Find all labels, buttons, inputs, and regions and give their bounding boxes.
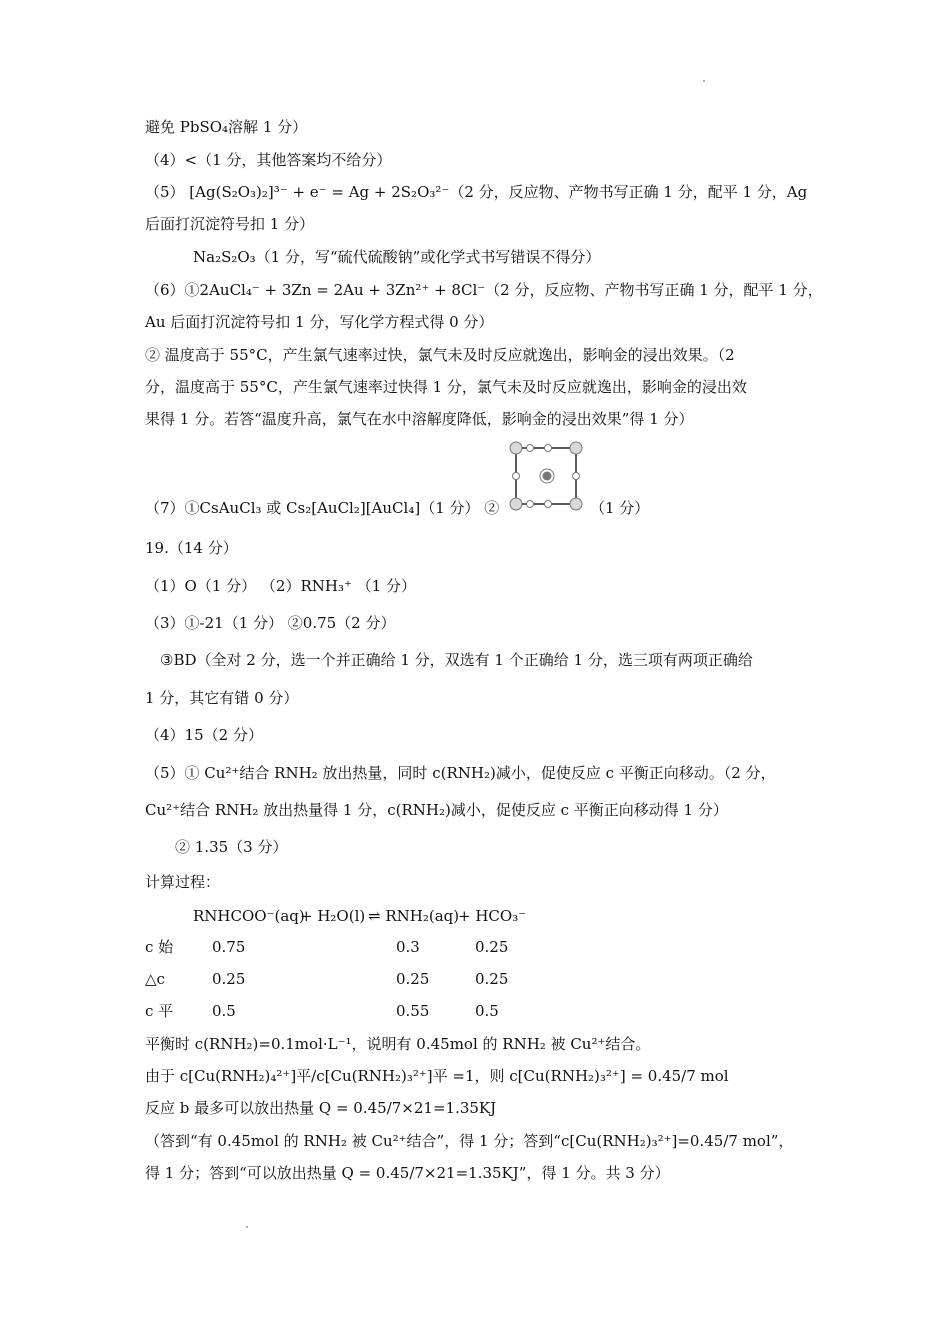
text-line: 反应 b 最多可以放出热量 Q = 0.45/7×21=1.35KJ [145, 1099, 497, 1117]
table-cell: 0.55 [396, 1002, 430, 1020]
scan-speck [246, 1226, 248, 1228]
table-header-cell: + H₂O(l) [300, 907, 366, 925]
text-line: Cu²⁺结合 RNH₂ 放出热量得 1 分，c(RNH₂)减小，促使反应 c 平衡正向移动得 1 分） [145, 801, 728, 819]
text-line: 平衡时 c(RNH₂)=0.1mol·L⁻¹，说明有 0.45mol 的 RNH₂ 被 Cu²⁺结合。 [145, 1035, 651, 1053]
table-cell: 0.25 [396, 970, 430, 988]
table-cell: 0.5 [475, 1002, 499, 1020]
text-line: ② 温度高于 55°C，产生氯气速率过快，氯气未及时反应就逸出，影响金的浸出效果。（2 [145, 346, 735, 364]
table-header-cell: ⇌ RNH₂(aq) [368, 907, 460, 925]
text-line: （4）15（2 分） [145, 726, 263, 744]
table-header-cell: RNHCOO⁻(aq) [193, 907, 305, 925]
corner-atom [570, 498, 582, 510]
table-header-cell: + HCO₃⁻ [458, 907, 527, 925]
edge-atom [513, 473, 520, 480]
corner-atom [570, 442, 582, 454]
text-line: 果得 1 分。若答“温度升高，氯气在水中溶解度降低，影响金的浸出效果”得 1 分） [145, 410, 694, 428]
text-line: 分，温度高于 55°C，产生氯气速率过快得 1 分，氯气未及时反应就逸出，影响金的浸出效 [145, 378, 747, 396]
text-line: 1 分，其它有错 0 分） [145, 689, 299, 707]
text-line: ② 1.35（3 分） [175, 838, 288, 856]
table-cell: 0.5 [212, 1002, 236, 1020]
text-line: 由于 c[Cu(RNH₂)₄²⁺]平/c[Cu(RNH₂)₃²⁺]平 =1，则 c[Cu(RNH₂)₃²⁺] = 0.45/7 mol [145, 1067, 729, 1085]
edge-atom [527, 445, 534, 452]
table-cell: 0.3 [396, 938, 420, 956]
text-line: （5）① Cu²⁺结合 RNH₂ 放出热量，同时 c(RNH₂)减小，促使反应 c 平衡正向移动。（2 分， [145, 764, 776, 782]
text-line: （5） [Ag(S₂O₃)₂]³⁻ + e⁻ = Ag + 2S₂O₃²⁻（2 分，反应物、产物书写正确 1 分，配平 1 分，Ag [145, 183, 808, 201]
text-line: （6）①2AuCl₄⁻ + 3Zn = 2Au + 3Zn²⁺ + 8Cl⁻（2 分，反应物、产物书写正确 1 分，配平 1 分， [145, 281, 823, 299]
text-line: （1）O（1 分） （2）RNH₃⁺ （1 分） [145, 577, 416, 595]
text-line: 计算过程： [145, 873, 221, 891]
corner-atom [510, 442, 522, 454]
text-line: ③BD（全对 2 分，选一个并正确给 1 分，双选有 1 个正确给 1 分，选三项有两项正确给 [160, 651, 753, 669]
text-line: 后面打沉淀符号扣 1 分） [145, 215, 315, 233]
text-line: （7）①CsAuCl₃ 或 Cs₂[AuCl₂][AuCl₄]（1 分） ② [145, 499, 500, 517]
table-cell: 0.75 [212, 938, 246, 956]
scan-speck [703, 80, 705, 82]
text-line: 19.（14 分） [145, 539, 238, 557]
center-atom-core [543, 472, 552, 481]
text-line: Na₂S₂O₃（1 分，写“硫代硫酸钠”或化学式书写错误不得分） [193, 248, 601, 266]
edge-atom [545, 501, 552, 508]
crystal-cell-diagram [506, 440, 588, 512]
table-row-label: c 平 [145, 1002, 174, 1020]
text-line: （4）<（1 分，其他答案均不给分） [145, 151, 392, 169]
table-cell: 0.25 [475, 938, 509, 956]
corner-atom [510, 498, 522, 510]
edge-atom [545, 445, 552, 452]
table-cell: 0.25 [212, 970, 246, 988]
table-row-label: △c [145, 970, 165, 988]
text-line: （3）①-21（1 分） ②0.75（2 分） [145, 614, 396, 632]
edge-atom [527, 501, 534, 508]
text-line: 避免 PbSO₄溶解 1 分） [145, 118, 308, 136]
text-line: （1 分） [590, 499, 650, 517]
text-line: Au 后面打沉淀符号扣 1 分，写化学方程式得 0 分） [145, 313, 494, 331]
table-row-label: c 始 [145, 938, 174, 956]
text-line: （答到“有 0.45mol 的 RNH₂ 被 Cu²⁺结合”，得 1 分；答到“c[Cu(RNH₂)₃²⁺]=0.45/7 mol”， [145, 1132, 794, 1150]
text-line: 得 1 分；答到“可以放出热量 Q = 0.45/7×21=1.35KJ”，得 1 分。共 3 分） [145, 1164, 670, 1182]
table-cell: 0.25 [475, 970, 509, 988]
edge-atom [573, 473, 580, 480]
